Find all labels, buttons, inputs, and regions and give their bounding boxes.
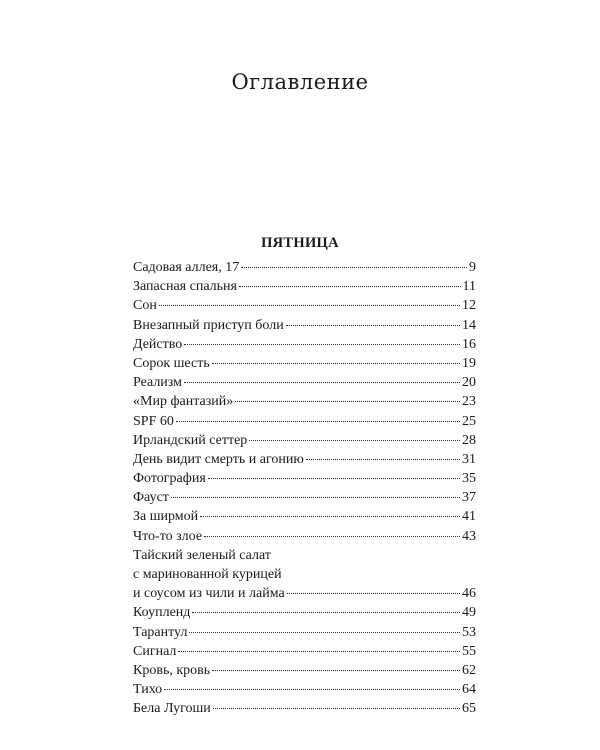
- toc-page-number: 55: [462, 643, 476, 659]
- table-of-contents: [133, 258, 476, 719]
- dot-leader: [212, 363, 460, 364]
- dot-leader: [212, 670, 460, 671]
- dot-leader: [184, 344, 460, 345]
- section-heading: ПЯТНИЦА: [261, 235, 339, 251]
- toc-page-number: 14: [462, 317, 476, 333]
- toc-entry: [133, 699, 476, 718]
- toc-entry-title: Кровь, кровь: [133, 662, 211, 678]
- toc-entry-title: Действо: [133, 336, 183, 352]
- toc-entry-title: Фауст: [133, 490, 169, 506]
- dot-leader: [192, 612, 460, 613]
- toc-entry: [133, 507, 476, 526]
- toc-entry: [133, 316, 476, 335]
- toc-entry: [133, 277, 476, 296]
- toc-entry-title: Что-то злое: [133, 528, 203, 544]
- toc-page-number: 11: [462, 279, 476, 295]
- dot-leader: [200, 516, 460, 517]
- toc-entry: [133, 412, 476, 431]
- toc-entry-title-line: с маринованной курицей: [133, 567, 282, 582]
- toc-page-number: 64: [462, 682, 476, 698]
- toc-entry-title: SPF 60: [133, 413, 174, 429]
- dot-leader: [204, 536, 460, 537]
- toc-entry-title: Реализм: [133, 375, 182, 391]
- toc-entry: [133, 680, 476, 699]
- dot-leader: [235, 401, 460, 402]
- toc-page-number: 28: [462, 432, 476, 448]
- toc-entry-title: Внезапный приступ боли: [133, 317, 284, 333]
- toc-entry: [133, 642, 476, 661]
- toc-entry-title: Садовая аллея, 17: [133, 260, 240, 275]
- toc-page-number: 19: [462, 355, 476, 371]
- toc-entry-title: «Мир фантазий»: [133, 394, 234, 410]
- toc-page-number: 43: [462, 528, 476, 544]
- toc-page-number: 49: [462, 605, 476, 621]
- toc-entry: [133, 546, 476, 604]
- toc-entry-title: Коупленд: [133, 605, 191, 621]
- dot-leader: [208, 478, 460, 479]
- toc-page-number: 9: [469, 260, 476, 275]
- toc-entry-title: Сон: [133, 298, 157, 314]
- toc-page-number: 41: [462, 509, 476, 525]
- dot-leader: [249, 440, 460, 441]
- toc-page-number: 65: [462, 701, 476, 717]
- toc-entry-title: Ирландский сеттер: [133, 432, 248, 448]
- dot-leader: [189, 632, 460, 633]
- toc-page-number: 12: [462, 298, 476, 314]
- dot-leader: [287, 593, 460, 594]
- toc-entry: [133, 661, 476, 680]
- dot-leader: [241, 267, 467, 268]
- toc-entry: [133, 258, 476, 277]
- dot-leader: [213, 708, 460, 709]
- toc-page-number: 37: [462, 490, 476, 506]
- toc-entry: [133, 527, 476, 546]
- toc-entry-title: Тихо: [133, 682, 163, 698]
- toc-page-number: 62: [462, 662, 476, 678]
- toc-entry: [133, 603, 476, 622]
- toc-entry-title: Фотография: [133, 471, 206, 487]
- toc-page-number: 46: [462, 586, 476, 602]
- toc-entry-title-line: Тайский зеленый салат: [133, 547, 271, 563]
- dot-leader: [164, 689, 460, 690]
- toc-entry: [133, 296, 476, 315]
- toc-entry: [133, 392, 476, 411]
- dot-leader: [176, 421, 460, 422]
- toc-entry: [133, 488, 476, 507]
- toc-page-number: 23: [462, 394, 476, 410]
- toc-entry: [133, 354, 476, 373]
- toc-entry-title: День видит смерть и агонию: [133, 451, 304, 467]
- toc-entry-title: Сигнал: [133, 643, 177, 659]
- toc-page-number: 25: [462, 413, 476, 429]
- toc-entry-title: Запасная спальня: [133, 279, 237, 295]
- toc-entry: [133, 431, 476, 450]
- toc-entry-title: Сорок шесть: [133, 355, 210, 371]
- page-title: Оглавление: [231, 70, 369, 94]
- dot-leader: [306, 459, 460, 460]
- toc-entry: [133, 335, 476, 354]
- toc-page-number: 16: [462, 336, 476, 352]
- toc-entry: [133, 373, 476, 392]
- dot-leader: [184, 382, 460, 383]
- toc-entry-title: и соусом из чили и лайма: [133, 586, 285, 602]
- toc-entry: [133, 623, 476, 642]
- toc-entry: [133, 450, 476, 469]
- dot-leader: [239, 286, 461, 287]
- toc-entry-title: Тарантул: [133, 624, 188, 640]
- dot-leader: [286, 325, 460, 326]
- toc-entry-title: Бела Лугоши: [133, 701, 211, 717]
- toc-page-number: 20: [462, 375, 476, 391]
- toc-page-number: 53: [462, 624, 476, 640]
- toc-entry-title: За ширмой: [133, 509, 199, 525]
- dot-leader: [159, 305, 460, 306]
- toc-entry: [133, 469, 476, 488]
- toc-page-number: 35: [462, 471, 476, 487]
- toc-page-number: 31: [462, 451, 476, 467]
- dot-leader: [171, 497, 460, 498]
- dot-leader: [178, 651, 460, 652]
